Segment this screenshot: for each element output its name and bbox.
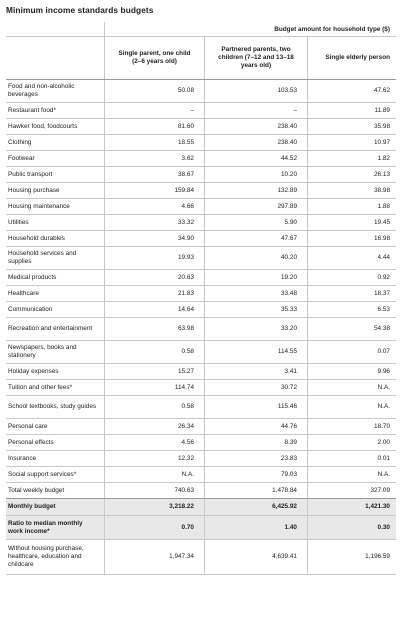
row-value-3: 9.96	[307, 364, 396, 379]
table-row	[6, 119, 396, 135]
table-row	[6, 135, 396, 151]
row-value-1: 34.90	[104, 231, 204, 246]
row-label: Housing maintenance	[8, 202, 70, 210]
row-value-3: 11.89	[307, 103, 396, 118]
row-value-3: 10.97	[307, 135, 396, 150]
row-value-2: 1,478.84	[204, 483, 307, 498]
row-value-3: 47.62	[307, 80, 396, 102]
row-value-2: –	[204, 103, 307, 118]
row-value-3: N.A.	[307, 380, 396, 395]
row-label: Restaurant food*	[8, 106, 56, 114]
row-label: Newspapers, books and stationery	[8, 344, 77, 359]
table-body	[6, 80, 396, 575]
table-row	[6, 380, 396, 396]
row-value-1: 12.32	[104, 451, 204, 466]
table-row	[6, 151, 396, 167]
row-value-1: 114.74	[104, 380, 204, 395]
row-value-2: 5.90	[204, 215, 307, 230]
row-label: Holiday expenses	[8, 367, 59, 375]
row-value-2: 44.76	[204, 419, 307, 434]
table-row	[6, 435, 396, 451]
row-value-3: 18.37	[307, 286, 396, 301]
row-value-2: 238.40	[204, 135, 307, 150]
row-value-2: 238.40	[204, 119, 307, 134]
table-row	[6, 499, 396, 516]
row-label: Insurance	[8, 454, 37, 462]
row-value-1: 4.56	[104, 435, 204, 450]
row-value-1: 740.63	[104, 483, 204, 498]
row-label: Social support services*	[8, 470, 77, 478]
row-value-2: 4,639.41	[204, 540, 307, 574]
row-value-1: 19.93	[104, 247, 204, 269]
row-value-2: 30.72	[204, 380, 307, 395]
row-value-3: 0.30	[307, 516, 396, 539]
row-value-3: 35.98	[307, 119, 396, 134]
table-row	[6, 231, 396, 247]
header-blank-cell	[6, 22, 104, 36]
row-value-3: 2.00	[307, 435, 396, 450]
table-row	[6, 270, 396, 286]
header-row	[6, 37, 396, 80]
row-value-3: 327.09	[307, 483, 396, 498]
header-col-single-elderly	[307, 37, 396, 79]
row-value-3: 38.98	[307, 183, 396, 198]
row-value-2: 3.41	[204, 364, 307, 379]
row-label: Personal care	[8, 422, 48, 430]
row-value-1: 20.63	[104, 270, 204, 285]
row-value-3: 1,196.59	[307, 540, 396, 574]
table-row	[6, 286, 396, 302]
row-value-3: 4.44	[307, 247, 396, 269]
row-label: School textbooks, study guides	[8, 403, 97, 410]
row-value-2: 115.46	[204, 396, 307, 418]
row-value-1: 1,947.34	[104, 540, 204, 574]
row-value-3: N.A.	[307, 467, 396, 482]
header-col-partnered-parents	[204, 37, 307, 79]
row-value-1: 15.27	[104, 364, 204, 379]
table-row	[6, 467, 396, 483]
table-row	[6, 103, 396, 119]
row-value-2: 132.89	[204, 183, 307, 198]
row-value-3: 54.38	[307, 318, 396, 340]
table-row	[6, 80, 396, 103]
row-value-3: 1.88	[307, 199, 396, 214]
header-col-single-elderly-text: Single elderly person	[325, 54, 390, 61]
row-value-1: 50.08	[104, 80, 204, 102]
row-label: Clothing	[8, 138, 32, 146]
row-value-3: 19.45	[307, 215, 396, 230]
row-value-1: 4.66	[104, 199, 204, 214]
row-value-2: 6,425.92	[204, 499, 307, 515]
row-value-1: N.A.	[104, 467, 204, 482]
table-row	[6, 516, 396, 540]
row-value-1: 159.84	[104, 183, 204, 198]
header-group-row	[6, 22, 396, 37]
row-value-1: 3,218.22	[104, 499, 204, 515]
table-row	[6, 396, 396, 419]
row-value-2: 297.89	[204, 199, 307, 214]
table-row	[6, 364, 396, 380]
header-col-single-parent-text: Single parent, one child (2–6 years old)	[118, 50, 191, 65]
table-row	[6, 302, 396, 318]
row-value-3: 0.07	[307, 341, 396, 363]
header-group-label: Budget amount for household type ($)	[104, 22, 396, 36]
row-value-3: 1.82	[307, 151, 396, 166]
row-label: Footwear	[8, 154, 35, 162]
table-row	[6, 199, 396, 215]
header-col-partnered-parents-text: Partnered parents, two children (7–12 and 13–18 years old)	[218, 46, 294, 69]
row-value-3: 18.70	[307, 419, 396, 434]
row-label: Household durables	[8, 234, 65, 242]
row-label: Medical products	[8, 273, 57, 281]
row-value-3: N.A.	[307, 396, 396, 418]
row-value-2: 19.20	[204, 270, 307, 285]
row-value-2: 35.33	[204, 302, 307, 317]
table-row	[6, 167, 396, 183]
row-value-1: 0.70	[104, 516, 204, 539]
row-label: Without housing purchase, healthcare, education and childcare	[8, 545, 84, 568]
table-row	[6, 483, 396, 499]
table-row	[6, 540, 396, 575]
row-value-3: 0.01	[307, 451, 396, 466]
row-value-2: 44.52	[204, 151, 307, 166]
row-value-2: 47.67	[204, 231, 307, 246]
row-label: Ratio to median monthly work income*	[8, 519, 83, 535]
header-label-cell	[6, 37, 104, 79]
row-label: Utilities	[8, 218, 29, 226]
row-value-1: 63.98	[104, 318, 204, 340]
row-label: Food and non-alcoholic beverages	[8, 83, 75, 98]
row-value-3: 0.92	[307, 270, 396, 285]
row-value-3: 16.98	[307, 231, 396, 246]
row-label: Tuition and other fees*	[8, 383, 73, 391]
row-value-1: 14.64	[104, 302, 204, 317]
row-value-2: 10.20	[204, 167, 307, 182]
row-value-2: 1.40	[204, 516, 307, 539]
row-value-1: 38.67	[104, 167, 204, 182]
row-label: Housing purchase	[8, 186, 60, 194]
row-label: Total weekly budget	[8, 486, 65, 494]
row-label: Healthcare	[8, 289, 39, 297]
table-row	[6, 318, 396, 341]
row-value-1: 26.34	[104, 419, 204, 434]
row-value-2: 40.20	[204, 247, 307, 269]
row-value-2: 8.39	[204, 435, 307, 450]
row-value-3: 26.13	[307, 167, 396, 182]
row-value-1: 0.58	[104, 396, 204, 418]
row-value-1: 18.55	[104, 135, 204, 150]
row-value-3: 1,421.30	[307, 499, 396, 515]
table-row	[6, 215, 396, 231]
row-value-2: 114.55	[204, 341, 307, 363]
table-row	[6, 451, 396, 467]
row-value-3: 6.53	[307, 302, 396, 317]
budget-table	[6, 22, 396, 575]
table-row	[6, 341, 396, 364]
row-value-1: 0.58	[104, 341, 204, 363]
row-label: Monthly budget	[8, 503, 56, 510]
row-label: Communication	[8, 305, 53, 313]
table-row	[6, 183, 396, 199]
row-value-2: 103.53	[204, 80, 307, 102]
row-value-1: 3.62	[104, 151, 204, 166]
row-value-2: 79.03	[204, 467, 307, 482]
table-title: Minimum income standards budgets	[6, 5, 154, 15]
row-label: Hawker food, foodcourts	[8, 122, 78, 130]
header-col-single-parent	[104, 37, 204, 79]
row-value-1: 21.83	[104, 286, 204, 301]
row-value-2: 33.48	[204, 286, 307, 301]
row-value-1: 33.32	[104, 215, 204, 230]
row-value-2: 33.20	[204, 318, 307, 340]
row-value-2: 23.83	[204, 451, 307, 466]
row-label: Household services and supplies	[8, 250, 77, 265]
row-value-1: 81.60	[104, 119, 204, 134]
row-label: Personal effects	[8, 438, 54, 446]
table-row	[6, 419, 396, 435]
row-label: Public transport	[8, 170, 53, 178]
row-label: Recreation and entertainment	[8, 325, 93, 332]
table-row	[6, 247, 396, 270]
row-value-1: –	[104, 103, 204, 118]
